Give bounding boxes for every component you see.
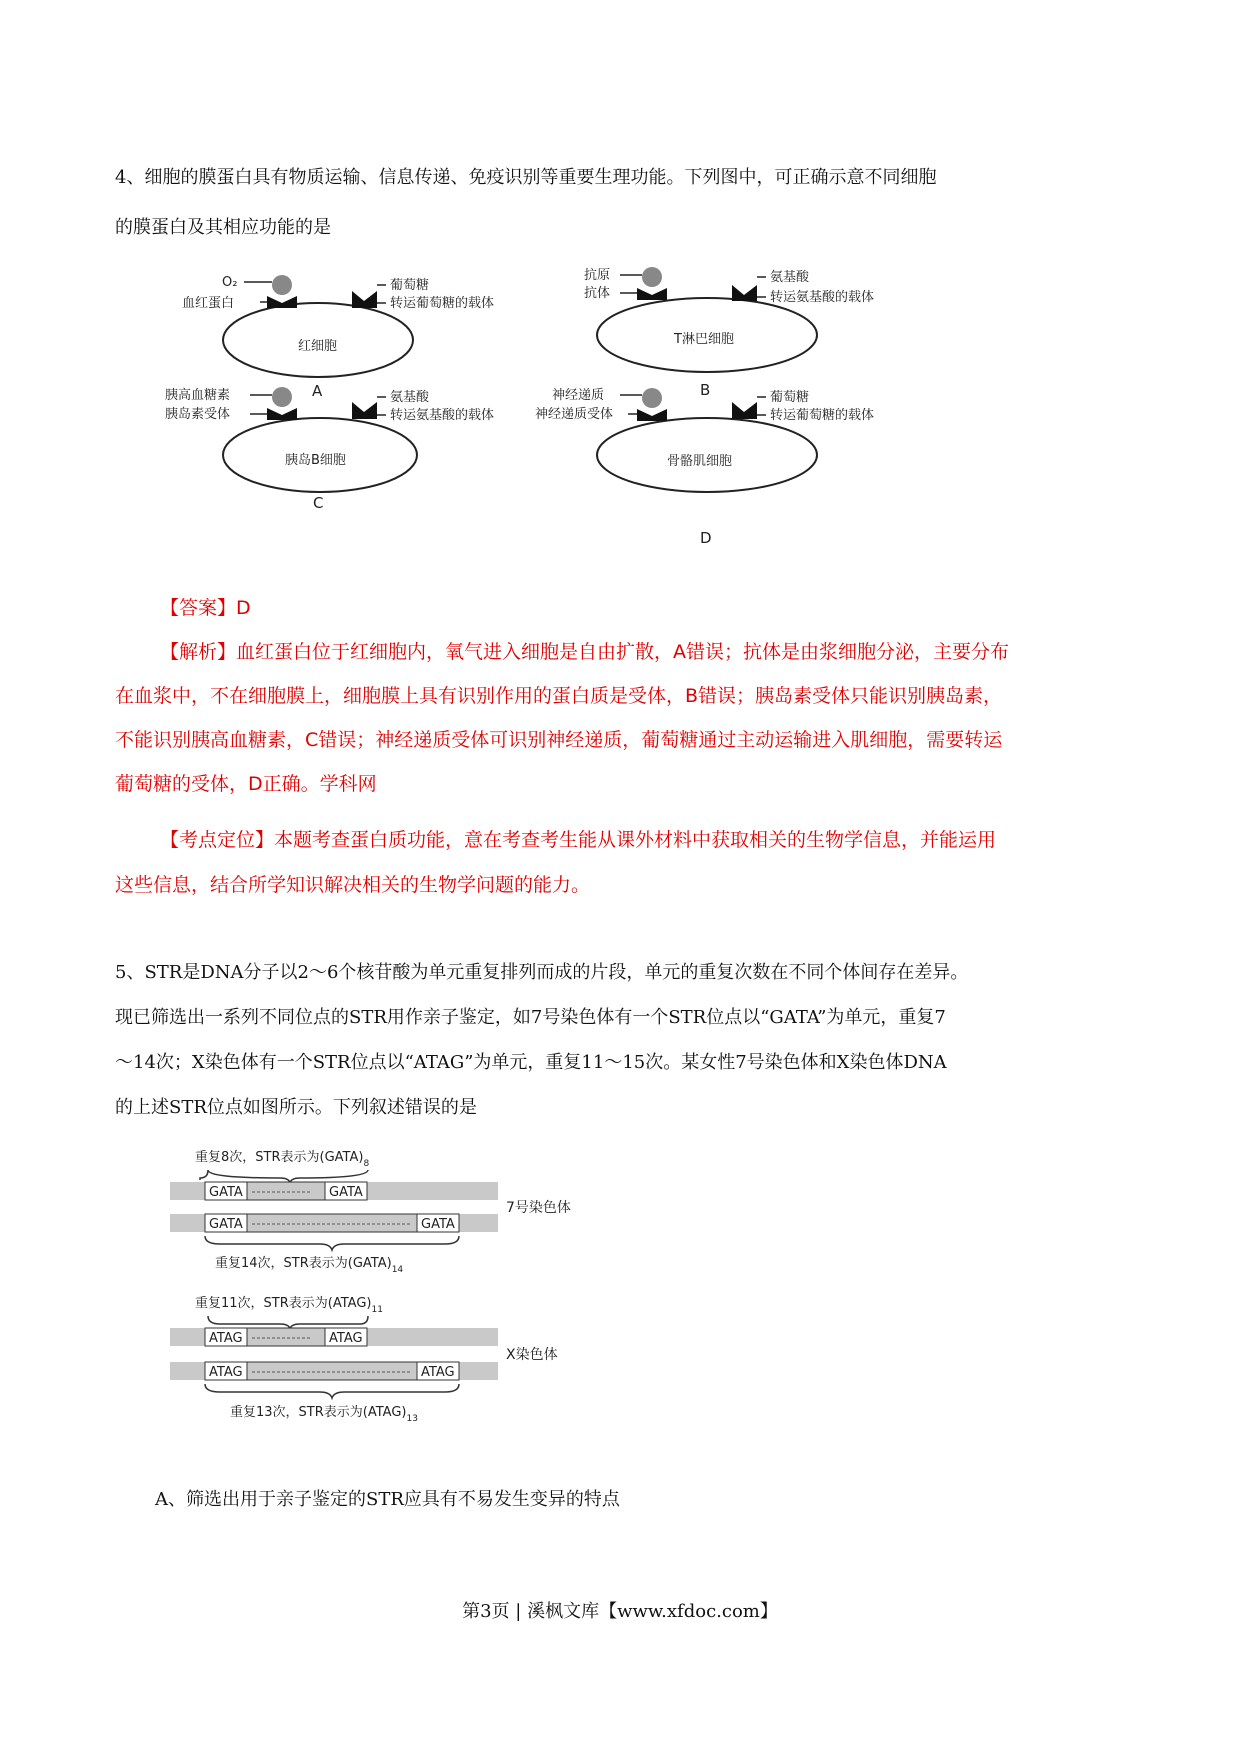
a-left-top-label: O₂ — [222, 275, 238, 290]
c-right-top-label: 氨基酸 — [390, 390, 430, 405]
svg-text:重复13次，STR表示为(ATAG)13 — [230, 1404, 418, 1424]
b-right-top-label: 氨基酸 — [770, 270, 810, 285]
q4-stem-line2: 的膜蛋白及其相应功能的是 — [115, 217, 331, 238]
b-left-bottom-label: 抗体 — [584, 286, 611, 301]
a-left-bottom-label: 血红蛋白 — [182, 296, 235, 311]
d-cell-name: 骨骼肌细胞 — [667, 454, 733, 469]
panel-c — [165, 387, 494, 512]
chr7-bottom-sub: 14 — [391, 1265, 404, 1275]
kaodian-line-1: 【考点定位】本题考查蛋白质功能，意在考查考生能从课外材料中获取相关的生物学信息，并能运用 — [160, 829, 997, 851]
str-figure — [160, 1140, 680, 1470]
c-letter: C — [313, 494, 324, 512]
b-left-top-label: 抗原 — [584, 268, 611, 283]
c-left-top-label: 胰高血糖素 — [165, 388, 231, 403]
d-left-bottom-label: 神经递质受体 — [535, 407, 614, 422]
chr7-bottom-unit-right: GATA — [421, 1217, 455, 1232]
chrx-name: X染色体 — [506, 1347, 558, 1363]
chr7-top-unit-left: GATA — [209, 1185, 243, 1200]
b-right-bottom-label: 转运氨基酸的载体 — [770, 290, 875, 305]
analysis-line-4: 葡萄糖的受体，D正确。学科网 — [115, 773, 377, 795]
chr7-bottom-label: 重复14次，STR表示为(GATA) — [215, 1256, 392, 1271]
c-left-bottom-label: 胰岛素受体 — [165, 407, 231, 422]
q5-option-a: A、筛选出用于亲子鉴定的STR应具有不易发生变异的特点 — [155, 1489, 620, 1510]
a-cell-name: 红细胞 — [298, 339, 338, 354]
d-left-top-label: 神经递质 — [552, 388, 605, 403]
answer-text: 【答案】D — [160, 597, 251, 619]
chrx-bottom-label: 重复13次，STR表示为(ATAG) — [230, 1405, 407, 1420]
svg-text:重复14次，STR表示为(GATA)14 — [215, 1255, 403, 1275]
analysis-line-1: 【解析】血红蛋白位于红细胞内，氧气进入细胞是自由扩散，A错误；抗体是由浆细胞分泌，主要分布 — [160, 641, 1010, 663]
panel-b — [584, 267, 874, 399]
a-right-top-label: 葡萄糖 — [390, 278, 430, 293]
chrx-top-sub: 11 — [371, 1305, 383, 1315]
chrx-bottom-unit-right: ATAG — [421, 1365, 455, 1380]
svg-text:重复8次，STR表示为(GATA)8 — [195, 1149, 369, 1169]
chrx-top-label: 重复11次，STR表示为(ATAG) — [195, 1296, 372, 1311]
d-right-bottom-label: 转运葡萄糖的载体 — [770, 408, 875, 423]
c-right-bottom-label: 转运氨基酸的载体 — [390, 408, 495, 423]
q5-stem-line3: ～14次；X染色体有一个STR位点以“ATAG”为单元，重复11～15次。某女性7号染色体和X染色体DNA — [115, 1052, 947, 1073]
analysis-line-2: 在血浆中，不在细胞膜上，细胞膜上具有识别作用的蛋白质是受体，B错误；胰岛素受体只能识别胰岛素， — [115, 685, 1003, 707]
q5-stem-line4: 的上述STR位点如图所示。下列叙述错误的是 — [115, 1097, 477, 1118]
chrx-bottom-unit-left: ATAG — [209, 1365, 243, 1380]
a-right-bottom-label: 转运葡萄糖的载体 — [390, 296, 495, 311]
page-footer: 第3页 | 溪枫文库【www.xfdoc.com】 — [462, 1601, 778, 1622]
chrx-top-unit-left: ATAG — [209, 1331, 243, 1346]
q4-stem-line1: 4、细胞的膜蛋白具有物质运输、信息传递、免疫识别等重要生理功能。下列图中，可正确示意不同细胞 — [115, 167, 937, 188]
c-cell-name: 胰岛B细胞 — [285, 453, 346, 468]
membrane-protein-figure — [0, 255, 1240, 595]
chrx-bottom-sub: 13 — [406, 1414, 418, 1424]
panel-a — [182, 275, 494, 400]
d-right-top-label: 葡萄糖 — [770, 390, 810, 405]
chr7-name: 7号染色体 — [506, 1200, 571, 1216]
chr7-top-unit-right: GATA — [329, 1185, 363, 1200]
analysis-line-3: 不能识别胰高血糖素，C错误；神经递质受体可识别神经递质，葡萄糖通过主动运输进入肌细胞，需要转运 — [115, 729, 1003, 751]
chr7-top-sub: 8 — [363, 1159, 370, 1169]
svg-text:重复11次，STR表示为(ATAG)11 — [195, 1295, 383, 1315]
q5-stem-line1: 5、STR是DNA分子以2～6个核苷酸为单元重复排列而成的片段，单元的重复次数在不同个体间存在差异。 — [115, 962, 969, 983]
b-cell-name: T淋巴细胞 — [674, 332, 734, 347]
chrx-top-unit-right: ATAG — [329, 1331, 363, 1346]
kaodian-line-2: 这些信息，结合所学知识解决相关的生物学问题的能力。 — [115, 874, 591, 896]
d-letter: D — [700, 529, 712, 547]
chr7-top-label: 重复8次，STR表示为(GATA) — [195, 1150, 364, 1165]
b-letter: B — [700, 381, 711, 399]
a-letter: A — [312, 382, 323, 400]
q5-stem-line2: 现已筛选出一系列不同位点的STR用作亲子鉴定，如7号染色体有一个STR位点以“GATA”为单元，重复7 — [115, 1007, 946, 1028]
chr7-bottom-unit-left: GATA — [209, 1217, 243, 1232]
panel-d — [535, 387, 874, 547]
